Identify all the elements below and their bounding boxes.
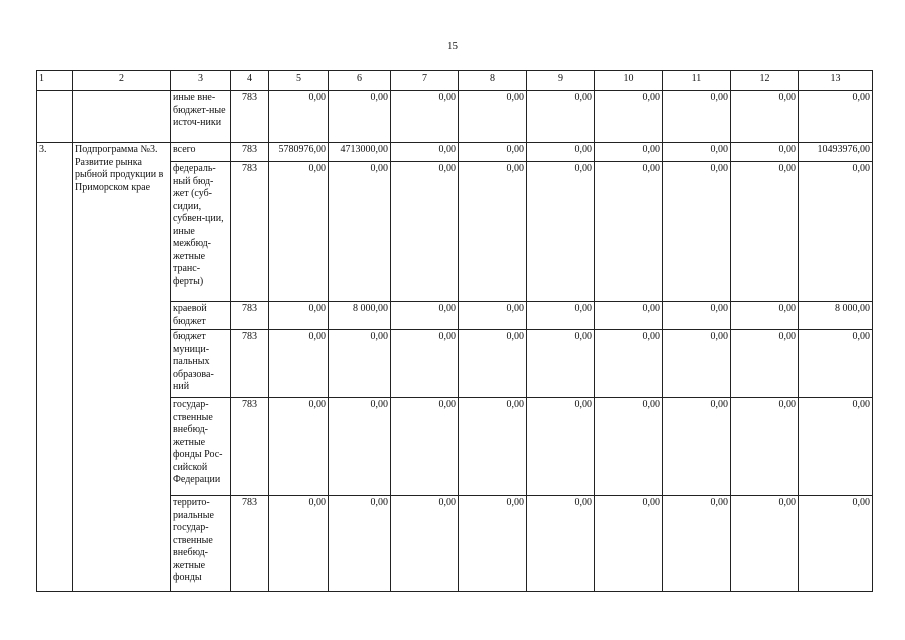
value-cell: 0,00 [527,91,595,143]
value-cell: 0,00 [731,302,799,330]
code-cell: 783 [231,302,269,330]
value-cell: 10493976,00 [799,143,873,162]
value-cell: 0,00 [663,143,731,162]
column-header: 11 [663,71,731,91]
table-row [37,91,873,143]
column-header: 7 [391,71,459,91]
code-cell: 783 [231,330,269,398]
item-number-cell: 3. [37,143,73,592]
column-header: 8 [459,71,527,91]
column-header: 9 [527,71,595,91]
value-cell: 0,00 [595,143,663,162]
value-cell: 0,00 [663,398,731,496]
value-cell: 0,00 [595,162,663,302]
item-name-cell: Подпрограмма №3. Развитие рынка рыбной продукции в Приморском крае [73,143,171,592]
value-cell: 0,00 [799,162,873,302]
column-header: 2 [73,71,171,91]
header-row [37,71,873,91]
value-cell: 0,00 [799,91,873,143]
value-cell: 0,00 [459,162,527,302]
column-header: 12 [731,71,799,91]
value-cell: 0,00 [595,330,663,398]
value-cell: 0,00 [663,162,731,302]
value-cell: 0,00 [595,398,663,496]
value-cell: 0,00 [391,302,459,330]
value-cell: 0,00 [459,496,527,592]
value-cell: 0,00 [663,330,731,398]
value-cell: 0,00 [663,302,731,330]
value-cell: 0,00 [527,330,595,398]
column-header: 1 [37,71,73,91]
code-cell: 783 [231,398,269,496]
column-header: 3 [171,71,231,91]
value-cell: 0,00 [527,302,595,330]
value-cell: 0,00 [391,91,459,143]
value-cell: 0,00 [731,496,799,592]
value-cell: 0,00 [391,162,459,302]
value-cell: 0,00 [595,302,663,330]
value-cell: 0,00 [731,91,799,143]
code-cell: 783 [231,162,269,302]
value-cell: 0,00 [527,143,595,162]
page-number: 15 [447,40,458,52]
value-cell: 0,00 [329,162,391,302]
value-cell: 0,00 [391,496,459,592]
funding-source: федераль-ный бюд-жет (суб-сидии, субвен-ции, иные межбюд-жетные транс-ферты) [171,162,231,302]
column-header: 5 [269,71,329,91]
value-cell: 0,00 [269,330,329,398]
value-cell: 0,00 [731,398,799,496]
item-name-cell [73,91,171,143]
funding-source: государ-ственные внебюд-жетные фонды Рос-сийской Федерации [171,398,231,496]
value-cell: 0,00 [595,91,663,143]
value-cell: 0,00 [527,162,595,302]
value-cell: 0,00 [663,91,731,143]
funding-source: бюджет муници-пальных образова-ний [171,330,231,398]
value-cell: 0,00 [329,330,391,398]
funding-source: иные вне-бюджет-ные источ-ники [171,91,231,143]
column-header: 4 [231,71,269,91]
value-cell: 8 000,00 [799,302,873,330]
value-cell: 5780976,00 [269,143,329,162]
value-cell: 0,00 [459,330,527,398]
value-cell: 0,00 [527,496,595,592]
value-cell: 0,00 [799,398,873,496]
value-cell: 0,00 [731,330,799,398]
value-cell: 0,00 [391,398,459,496]
value-cell: 0,00 [269,496,329,592]
value-cell: 4713000,00 [329,143,391,162]
value-cell: 0,00 [459,302,527,330]
item-number-cell [37,91,73,143]
funding-source: террито-риальные государ-ственные внебюд-жетные фонды [171,496,231,592]
funding-source: всего [171,143,231,162]
code-cell: 783 [231,91,269,143]
code-cell: 783 [231,496,269,592]
value-cell: 8 000,00 [329,302,391,330]
value-cell: 0,00 [269,302,329,330]
code-cell: 783 [231,143,269,162]
value-cell: 0,00 [269,398,329,496]
value-cell: 0,00 [329,91,391,143]
value-cell: 0,00 [731,162,799,302]
value-cell: 0,00 [663,496,731,592]
value-cell: 0,00 [459,143,527,162]
value-cell: 0,00 [527,398,595,496]
value-cell: 0,00 [391,143,459,162]
value-cell: 0,00 [459,91,527,143]
value-cell: 0,00 [459,398,527,496]
value-cell: 0,00 [731,143,799,162]
value-cell: 0,00 [329,398,391,496]
value-cell: 0,00 [595,496,663,592]
value-cell: 0,00 [799,330,873,398]
value-cell: 0,00 [269,91,329,143]
value-cell: 0,00 [799,496,873,592]
column-header: 6 [329,71,391,91]
column-header: 10 [595,71,663,91]
table-row [37,143,873,162]
funding-source: краевой бюджет [171,302,231,330]
value-cell: 0,00 [329,496,391,592]
value-cell: 0,00 [391,330,459,398]
value-cell: 0,00 [269,162,329,302]
budget-table [36,70,873,592]
column-header: 13 [799,71,873,91]
